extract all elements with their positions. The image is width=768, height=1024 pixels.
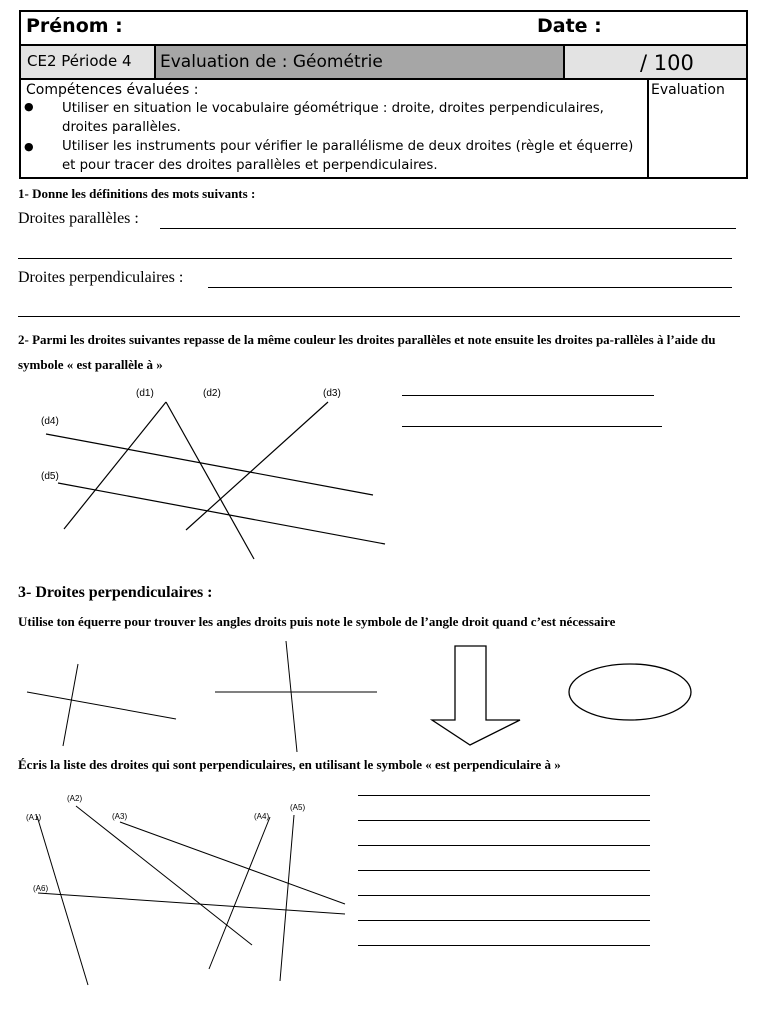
date-label: Date : [537, 15, 602, 37]
competences-title: Compétences évaluées : [26, 82, 199, 98]
line-a6 [38, 893, 345, 914]
label-d1: (d1) [136, 388, 154, 399]
line-a5 [280, 815, 294, 981]
answer-line[interactable] [358, 945, 650, 946]
line-a1 [37, 816, 88, 985]
label-d5: (d5) [41, 471, 59, 482]
q3-instruction: Utilise ton équerre pour trouver les angles droits puis note le symbole de l’angle droit quand c’est nécessaire [18, 614, 616, 629]
level-label: CE2 Période 4 [27, 52, 132, 70]
answer-line[interactable] [358, 845, 650, 846]
q1-perp-label: Droites perpendiculaires : [18, 269, 188, 286]
label-d3: (d3) [323, 388, 341, 399]
competence-1: Utiliser en situation le vocabulaire géométrique : droite, droites perpendiculaires, droites parallèles. [62, 101, 604, 135]
answer-line[interactable] [358, 820, 650, 821]
answer-line[interactable] [358, 895, 650, 896]
answer-line[interactable] [358, 920, 650, 921]
label-a6: (A6) [33, 884, 49, 893]
label-d4: (d4) [41, 416, 59, 427]
line-a2 [76, 806, 252, 945]
q3-list-instruction: Écris la liste des droites qui sont perpendiculaires, en utilisant le symbole « est perpendiculaire à » [18, 757, 561, 772]
bullet-icon: ● [24, 100, 34, 113]
evaluation-label: Evaluation [651, 82, 725, 98]
prenom-label: Prénom : [26, 15, 123, 37]
label-a4: (A4) [254, 812, 270, 821]
answer-line[interactable] [358, 870, 650, 871]
score-label: / 100 [640, 51, 694, 75]
label-a2: (A2) [67, 794, 83, 803]
label-a5: (A5) [290, 803, 306, 812]
q1-title: 1- Donne les définitions des mots suivants : [18, 186, 256, 201]
q1-parallel-label: Droites parallèles : [18, 210, 143, 227]
competence-2: Utiliser les instruments pour vérifier le parallélisme de deux droites (règle et équerre) et pour tracer des droites parallèles et perpendiculaires. [62, 139, 634, 173]
bullet-icon: ● [24, 140, 34, 153]
label-a1: (A1) [26, 813, 42, 822]
line-a4 [209, 817, 270, 969]
line-a3 [120, 822, 345, 904]
q2-title: 2- Parmi les droites suivantes repasse de la même couleur les droites parallèles et note ensuite les droites pa-rallèles à l’aide du symbole « est parallèle à » [18, 332, 716, 372]
answer-line[interactable] [358, 795, 650, 796]
label-a3: (A3) [112, 812, 128, 821]
eval-title: Evaluation de : Géométrie [160, 52, 383, 72]
label-d2: (d2) [203, 388, 221, 399]
q3-title: 3- Droites perpendiculaires : [18, 584, 213, 601]
